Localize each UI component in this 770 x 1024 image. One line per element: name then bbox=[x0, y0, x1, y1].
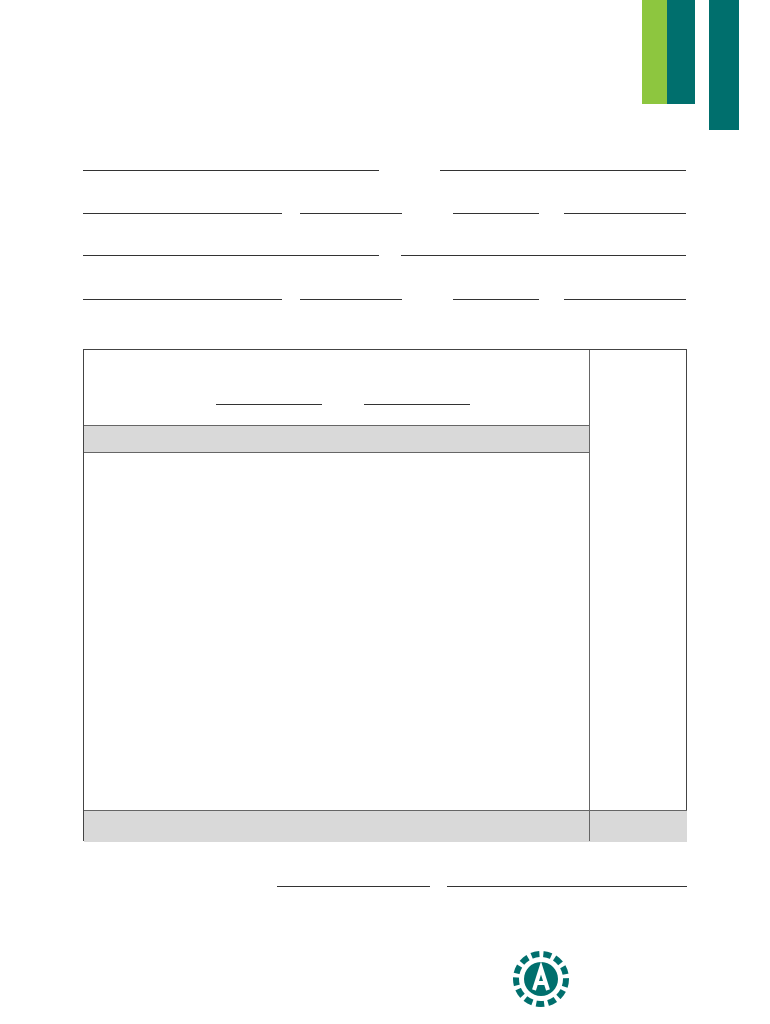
postal-code-input-line[interactable] bbox=[453, 213, 539, 214]
apprentice-input-line[interactable] bbox=[83, 170, 379, 171]
current-address-input-line[interactable] bbox=[83, 213, 282, 214]
city-input-line[interactable] bbox=[300, 213, 402, 214]
work-experience-table bbox=[83, 349, 687, 841]
period-end-input-line[interactable] bbox=[364, 404, 470, 405]
period-start-input-line[interactable] bbox=[216, 404, 322, 405]
header-bar-green bbox=[642, 0, 667, 104]
type-of-work-row bbox=[84, 425, 589, 453]
phone-input-line[interactable] bbox=[564, 213, 686, 214]
exposure-divider bbox=[589, 350, 590, 810]
phone-2-input-line[interactable] bbox=[564, 299, 686, 300]
date-input-line[interactable] bbox=[277, 886, 430, 887]
total-hours-cell[interactable] bbox=[589, 811, 590, 841]
supervisor-input-line[interactable] bbox=[401, 255, 686, 256]
employer-input-line[interactable] bbox=[83, 255, 379, 256]
pse-input-line[interactable] bbox=[440, 170, 686, 171]
header-bar-teal bbox=[667, 0, 695, 104]
postal-code-2-input-line[interactable] bbox=[453, 299, 539, 300]
city-2-input-line[interactable] bbox=[300, 299, 402, 300]
total-hours-row bbox=[84, 810, 687, 842]
header-bar-teal-tall bbox=[709, 0, 739, 130]
employer-address-input-line[interactable] bbox=[83, 299, 282, 300]
signature-input-line[interactable] bbox=[447, 886, 687, 887]
satcc-logo-icon bbox=[508, 950, 574, 1008]
